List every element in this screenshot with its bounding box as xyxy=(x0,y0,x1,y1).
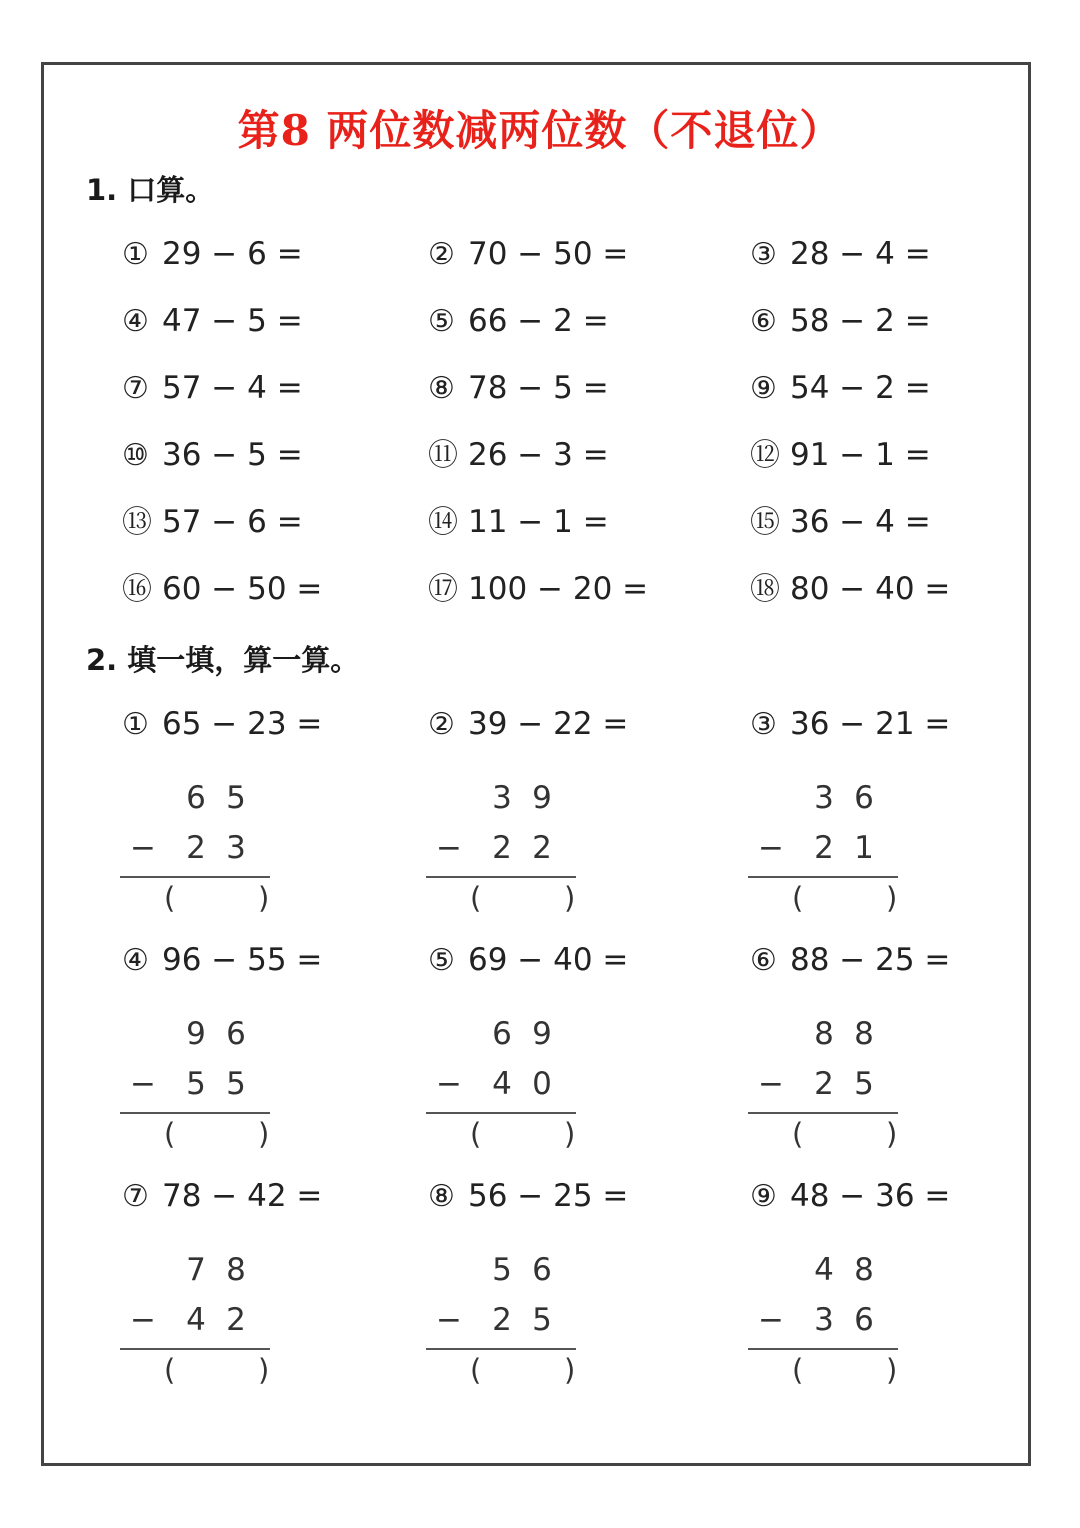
problem-expression: 91 − 1 = xyxy=(790,437,931,473)
problem-number: ⑨ xyxy=(750,371,777,406)
digit: 6 xyxy=(532,1252,552,1288)
sum-line xyxy=(748,1348,898,1350)
digit: 2 xyxy=(492,830,512,866)
digit: 2 xyxy=(532,830,552,866)
vertical-subtraction xyxy=(426,778,576,918)
problem-expression: 29 − 6 = xyxy=(162,236,303,272)
problem-number: ⑧ xyxy=(428,1179,455,1214)
problem-expression: 65 − 23 = xyxy=(162,706,323,742)
oral-problem xyxy=(122,433,303,478)
problem-expression: 58 − 2 = xyxy=(790,303,931,339)
digit: 2 xyxy=(814,830,834,866)
sum-line xyxy=(120,876,270,878)
problem-number: ⑰ xyxy=(428,572,458,607)
sum-line xyxy=(748,876,898,878)
digit: 5 xyxy=(226,1066,246,1102)
problem-expression: 70 − 50 = xyxy=(468,236,629,272)
digit: 6 xyxy=(854,1302,874,1338)
digit: 9 xyxy=(186,1016,206,1052)
fill-problem-heading xyxy=(750,938,950,983)
minus-sign: − xyxy=(436,830,462,866)
problem-number: ⑬ xyxy=(122,505,152,540)
answer-close-paren: ) xyxy=(258,1117,270,1151)
problem-number: ⑦ xyxy=(122,1179,149,1214)
oral-problem xyxy=(428,366,609,411)
minus-sign: − xyxy=(436,1302,462,1338)
digit: 5 xyxy=(186,1066,206,1102)
problem-expression: 80 − 40 = xyxy=(790,571,951,607)
sum-line xyxy=(120,1112,270,1114)
oral-problem xyxy=(750,366,931,411)
digit: 8 xyxy=(854,1016,874,1052)
problem-expression: 60 − 50 = xyxy=(162,571,323,607)
sum-line xyxy=(426,876,576,878)
fill-problem-heading xyxy=(428,938,628,983)
sum-line xyxy=(426,1112,576,1114)
problem-number: ② xyxy=(428,237,455,272)
vertical-subtraction xyxy=(426,1250,576,1390)
digit: 3 xyxy=(814,780,834,816)
problem-number: ⑥ xyxy=(750,304,777,339)
problem-expression: 78 − 5 = xyxy=(468,370,609,406)
digit: 3 xyxy=(814,1302,834,1338)
digit: 7 xyxy=(186,1252,206,1288)
vertical-subtraction xyxy=(120,1250,270,1390)
answer-close-paren: ) xyxy=(258,1353,270,1387)
oral-problem xyxy=(750,500,931,545)
oral-problem xyxy=(122,366,303,411)
problem-number: ⑮ xyxy=(750,505,780,540)
sum-line xyxy=(426,1348,576,1350)
problem-expression: 69 − 40 = xyxy=(468,942,629,978)
problem-expression: 28 − 4 = xyxy=(790,236,931,272)
oral-problem xyxy=(122,500,303,545)
answer-close-paren: ) xyxy=(258,881,270,915)
problem-number: ② xyxy=(428,707,455,742)
problem-number: ⑤ xyxy=(428,943,455,978)
worksheet-title: 第8 两位数减两位数（不退位） xyxy=(237,106,843,155)
problem-expression: 78 − 42 = xyxy=(162,1178,323,1214)
problem-number: ① xyxy=(122,237,149,272)
problem-expression: 11 − 1 = xyxy=(468,504,609,540)
problem-number: ⑩ xyxy=(122,438,149,473)
problem-expression: 100 − 20 = xyxy=(468,571,649,607)
digit: 4 xyxy=(492,1066,512,1102)
problem-number: ⑥ xyxy=(750,943,777,978)
digit: 3 xyxy=(492,780,512,816)
minus-sign: − xyxy=(758,1066,784,1102)
vertical-subtraction xyxy=(426,1014,576,1154)
oral-problem xyxy=(122,567,322,612)
vertical-subtraction xyxy=(748,1250,898,1390)
fill-problem-heading xyxy=(122,938,322,983)
problem-number: ⑨ xyxy=(750,1179,777,1214)
problem-expression: 54 − 2 = xyxy=(790,370,931,406)
problem-expression: 26 − 3 = xyxy=(468,437,609,473)
answer-open-paren: ( xyxy=(470,1117,482,1151)
digit: 5 xyxy=(532,1302,552,1338)
problem-number: ⑪ xyxy=(428,438,458,473)
problem-number: ⑱ xyxy=(750,572,780,607)
oral-problem xyxy=(750,232,931,277)
digit: 3 xyxy=(226,830,246,866)
fill-problem-heading xyxy=(750,1174,950,1219)
vertical-subtraction xyxy=(120,1014,270,1154)
fill-problem-heading xyxy=(750,702,950,747)
problem-expression: 57 − 6 = xyxy=(162,504,303,540)
problem-number: ⑧ xyxy=(428,371,455,406)
problem-expression: 88 − 25 = xyxy=(790,942,951,978)
minus-sign: − xyxy=(758,830,784,866)
oral-problem xyxy=(750,433,931,478)
oral-problem xyxy=(428,299,609,344)
problem-number: ⑯ xyxy=(122,572,152,607)
vertical-subtraction xyxy=(120,778,270,918)
answer-close-paren: ) xyxy=(886,881,898,915)
answer-open-paren: ( xyxy=(470,1353,482,1387)
problem-number: ③ xyxy=(750,707,777,742)
digit: 6 xyxy=(226,1016,246,1052)
answer-close-paren: ) xyxy=(564,881,576,915)
answer-close-paren: ) xyxy=(564,1353,576,1387)
sum-line xyxy=(120,1348,270,1350)
digit: 5 xyxy=(492,1252,512,1288)
fill-problem-heading xyxy=(122,1174,322,1219)
problem-number: ⑭ xyxy=(428,505,458,540)
problem-expression: 57 − 4 = xyxy=(162,370,303,406)
problem-number: ⑫ xyxy=(750,438,780,473)
digit: 6 xyxy=(186,780,206,816)
answer-open-paren: ( xyxy=(792,881,804,915)
section-2-heading: 2. 填一填，算一算。 xyxy=(86,643,360,677)
digit: 8 xyxy=(854,1252,874,1288)
digit: 6 xyxy=(492,1016,512,1052)
oral-problem xyxy=(428,232,628,277)
digit: 9 xyxy=(532,1016,552,1052)
oral-problem xyxy=(428,500,609,545)
answer-open-paren: ( xyxy=(164,1117,176,1151)
digit: 4 xyxy=(186,1302,206,1338)
answer-open-paren: ( xyxy=(164,881,176,915)
oral-problem xyxy=(750,567,950,612)
problem-expression: 39 − 22 = xyxy=(468,706,629,742)
minus-sign: − xyxy=(436,1066,462,1102)
problem-number: ⑦ xyxy=(122,371,149,406)
fill-problem-heading xyxy=(428,702,628,747)
fill-problem-heading xyxy=(122,702,322,747)
oral-problem xyxy=(750,299,931,344)
oral-problem xyxy=(122,232,303,277)
digit: 2 xyxy=(814,1066,834,1102)
problem-expression: 36 − 4 = xyxy=(790,504,931,540)
digit: 0 xyxy=(532,1066,552,1102)
answer-close-paren: ) xyxy=(886,1117,898,1151)
digit: 9 xyxy=(532,780,552,816)
oral-problem xyxy=(122,299,303,344)
digit: 5 xyxy=(854,1066,874,1102)
vertical-subtraction xyxy=(748,1014,898,1154)
digit: 4 xyxy=(814,1252,834,1288)
minus-sign: − xyxy=(130,1066,156,1102)
sum-line xyxy=(748,1112,898,1114)
fill-problem-heading xyxy=(428,1174,628,1219)
digit: 2 xyxy=(226,1302,246,1338)
digit: 1 xyxy=(854,830,874,866)
minus-sign: − xyxy=(758,1302,784,1338)
answer-open-paren: ( xyxy=(470,881,482,915)
problem-expression: 47 − 5 = xyxy=(162,303,303,339)
answer-close-paren: ) xyxy=(564,1117,576,1151)
problem-number: ① xyxy=(122,707,149,742)
digit: 5 xyxy=(226,780,246,816)
answer-open-paren: ( xyxy=(792,1353,804,1387)
problem-number: ⑤ xyxy=(428,304,455,339)
oral-problem xyxy=(428,433,609,478)
vertical-subtraction xyxy=(748,778,898,918)
problem-number: ④ xyxy=(122,304,149,339)
problem-number: ③ xyxy=(750,237,777,272)
problem-expression: 36 − 5 = xyxy=(162,437,303,473)
digit: 6 xyxy=(854,780,874,816)
problem-expression: 48 − 36 = xyxy=(790,1178,951,1214)
minus-sign: − xyxy=(130,830,156,866)
digit: 8 xyxy=(226,1252,246,1288)
digit: 2 xyxy=(186,830,206,866)
answer-open-paren: ( xyxy=(164,1353,176,1387)
section-1-heading: 1. 口算。 xyxy=(86,173,215,207)
problem-expression: 96 − 55 = xyxy=(162,942,323,978)
answer-open-paren: ( xyxy=(792,1117,804,1151)
minus-sign: − xyxy=(130,1302,156,1338)
problem-expression: 36 − 21 = xyxy=(790,706,951,742)
digit: 2 xyxy=(492,1302,512,1338)
digit: 8 xyxy=(814,1016,834,1052)
problem-expression: 56 − 25 = xyxy=(468,1178,629,1214)
problem-expression: 66 − 2 = xyxy=(468,303,609,339)
problem-number: ④ xyxy=(122,943,149,978)
answer-close-paren: ) xyxy=(886,1353,898,1387)
oral-problem xyxy=(428,567,648,612)
